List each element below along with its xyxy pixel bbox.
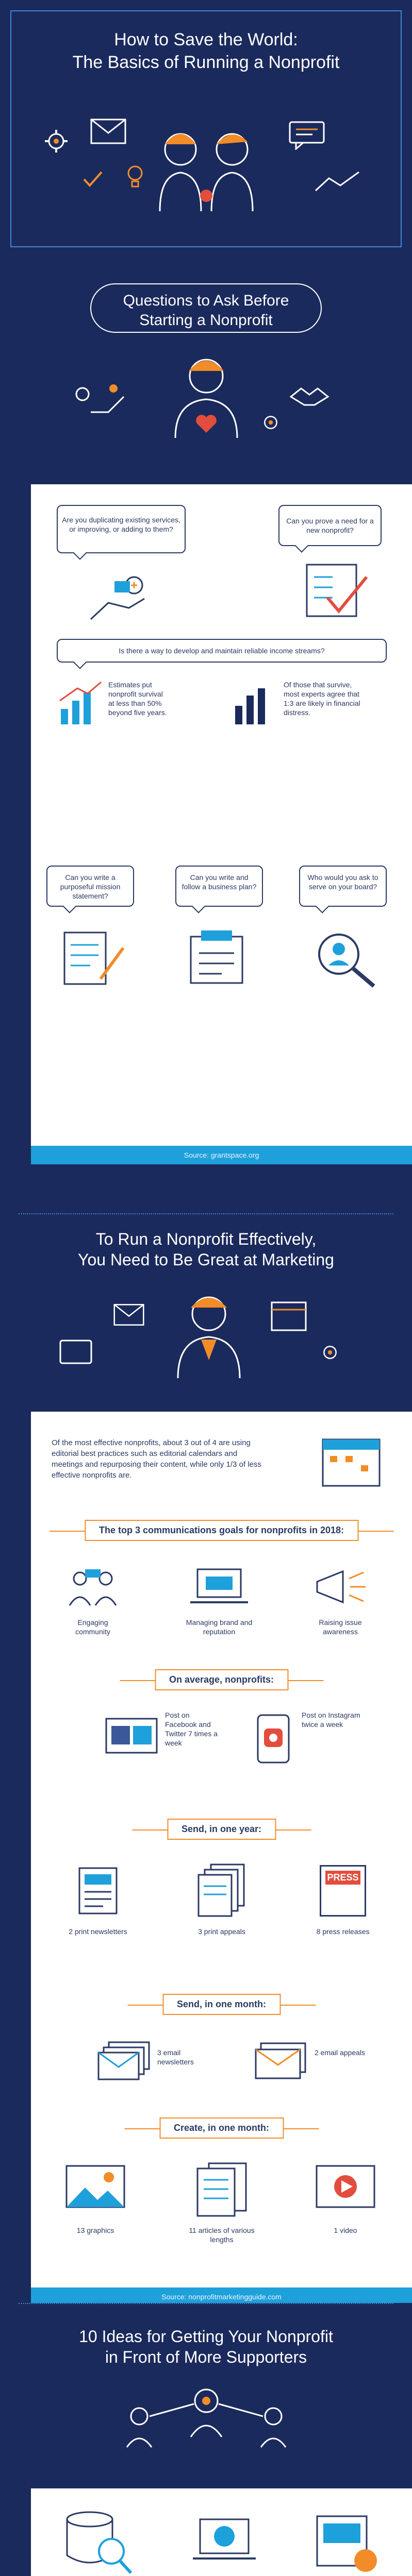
ideas-card	[31, 2488, 412, 2576]
question-plan: Can you write and follow a business plan?	[182, 873, 257, 891]
growth-chart-icon	[57, 680, 103, 726]
ideas-title-line2: in Front of More Supporters	[105, 2348, 307, 2366]
question-bubble-plan	[175, 866, 263, 907]
envelope-icon	[90, 118, 126, 144]
envelope-icon	[113, 1303, 144, 1326]
create-graphics: 13 graphics	[76, 2226, 114, 2234]
grant-laptop-icon	[191, 2514, 258, 2571]
trend-line-icon	[315, 170, 361, 193]
tablet-icon	[59, 1340, 92, 1364]
handshake-icon	[289, 381, 330, 407]
stat-survival: Estimates put nonprofit survival at less than 50% beyond five years.	[108, 681, 167, 717]
goal-awareness: Raising issue awareness	[319, 1618, 362, 1636]
stat-distress: Of those that survive, most experts agree that 1:3 are likely in financial distress.	[284, 681, 360, 717]
page-title-line2: The Basics of Running a Nonprofit	[72, 53, 340, 72]
question-need: Can you prove a need for a new nonprofit?	[286, 517, 374, 534]
marketing-title	[0, 1229, 412, 1270]
instagram-icon	[253, 1713, 294, 1765]
create-articles: 11 articles of various lengths	[189, 2226, 255, 2244]
newsletter-icon	[72, 1865, 124, 1917]
press-label: PRESS	[325, 1871, 360, 1885]
facebook-twitter-icon	[103, 1716, 160, 1757]
magnifier-person-icon	[312, 927, 379, 989]
create-video: 1 video	[334, 2226, 357, 2234]
laptop-icon	[188, 1566, 250, 1607]
paid-ads-icon	[312, 2509, 379, 2576]
questions-source	[31, 1146, 412, 1164]
question-duplicating: Are you duplicating existing services, or improving, or adding to them?	[62, 516, 180, 533]
question-mission: Can you write a purposeful mission statement?	[60, 873, 121, 900]
question-bubble-mission	[46, 866, 134, 907]
month-newsletters: 3 email newsletters	[157, 2048, 194, 2066]
marketing-title-line2: You Need to Be Great at Marketing	[78, 1250, 334, 1269]
document-pen-icon	[59, 927, 126, 989]
ideas-title	[0, 2326, 412, 2367]
year-appeals: 3 print appeals	[198, 1927, 245, 1936]
marketer-figure-icon	[165, 1283, 253, 1381]
ideas-title-line1: 10 Ideas for Getting Your Nonprofit	[79, 2327, 333, 2346]
hands-giving-icon	[88, 572, 165, 623]
question-income: Is there a way to develop and maintain reliable income streams?	[119, 647, 325, 655]
graphics-icon	[64, 2164, 126, 2215]
email-stack-icon	[95, 2040, 152, 2081]
marketing-title-line1: To Run a Nonprofit Effectively,	[95, 1230, 317, 1248]
question-bubble-board	[299, 866, 387, 907]
gear-icon	[260, 412, 281, 433]
average-facebook: Post on Facebook and Twitter 7 times a week	[165, 1711, 218, 1747]
calendar-icon	[271, 1298, 307, 1331]
megaphone-icon	[312, 1566, 369, 1607]
email-appeal-icon	[253, 2040, 309, 2081]
average-instagram: Post on Instagram twice a week	[302, 1711, 360, 1728]
ideas-section	[0, 2303, 412, 2576]
business-plan-icon	[186, 927, 253, 989]
coins-hand-icon	[72, 381, 129, 417]
question-board: Who would you ask to serve on your board?	[307, 873, 378, 891]
goal-engaging: Engaging community	[75, 1618, 110, 1636]
goal-brand: Managing brand and reputation	[186, 1618, 253, 1636]
network-people-icon	[108, 2380, 304, 2458]
questions-card	[31, 484, 412, 1164]
checklist-icon	[291, 562, 369, 623]
header-section	[0, 0, 412, 258]
checkmark-icon	[83, 170, 103, 188]
volunteer-figure-icon	[155, 345, 258, 443]
questions-source-text: Source: grantspace.org	[184, 1151, 259, 1159]
question-bubble-need	[278, 505, 382, 546]
page-title-line1: How to Save the World:	[114, 30, 298, 49]
questions-title-line2: Starting a Nonprofit	[139, 312, 273, 329]
appeals-icon	[193, 1862, 250, 1919]
question-bubble-income	[57, 639, 387, 663]
questions-title-line1: Questions to Ask Before	[123, 292, 289, 309]
page-title	[0, 28, 412, 74]
marketing-source-text: Source: nonprofitmarketingguide.com	[161, 2293, 282, 2301]
chat-bubble-icon	[289, 121, 325, 150]
press-release-icon	[320, 1865, 366, 1917]
question-bubble-duplicating	[57, 505, 186, 553]
questions-section	[0, 258, 412, 1200]
year-banner: Send, in one year:	[167, 1819, 276, 1840]
lightbulb-icon	[126, 165, 144, 189]
articles-icon	[193, 2161, 250, 2218]
gear-icon	[320, 1342, 340, 1363]
average-banner: On average, nonprofits:	[155, 1669, 288, 1690]
month-appeals: 2 email appeals	[315, 2048, 366, 2057]
section-divider	[19, 2303, 393, 2304]
database-magnifier-icon	[62, 2509, 134, 2576]
bar-chart-icon	[232, 685, 273, 726]
create-banner: Create, in one month:	[159, 2117, 284, 2139]
goals-banner: The top 3 communications goals for nonprofits in 2018:	[85, 1520, 358, 1541]
people-icon	[144, 113, 268, 216]
questions-title	[0, 291, 412, 330]
year-press: 8 press releases	[316, 1927, 370, 1936]
calendar-icon	[320, 1432, 387, 1489]
gear-icon	[44, 129, 69, 154]
section-divider	[19, 1213, 393, 1214]
video-icon	[315, 2164, 376, 2215]
year-newsletters: 2 print newsletters	[69, 1927, 127, 1936]
marketing-intro: Of the most effective nonprofits, about 3 out of 4 are using editorial best practices such as editorial calendars and meetings and repurposing their content, while only 1/3 of less effective nonprofits are.	[52, 1438, 261, 1480]
month-send-banner: Send, in one month:	[162, 1994, 281, 2015]
community-icon	[64, 1566, 121, 1607]
